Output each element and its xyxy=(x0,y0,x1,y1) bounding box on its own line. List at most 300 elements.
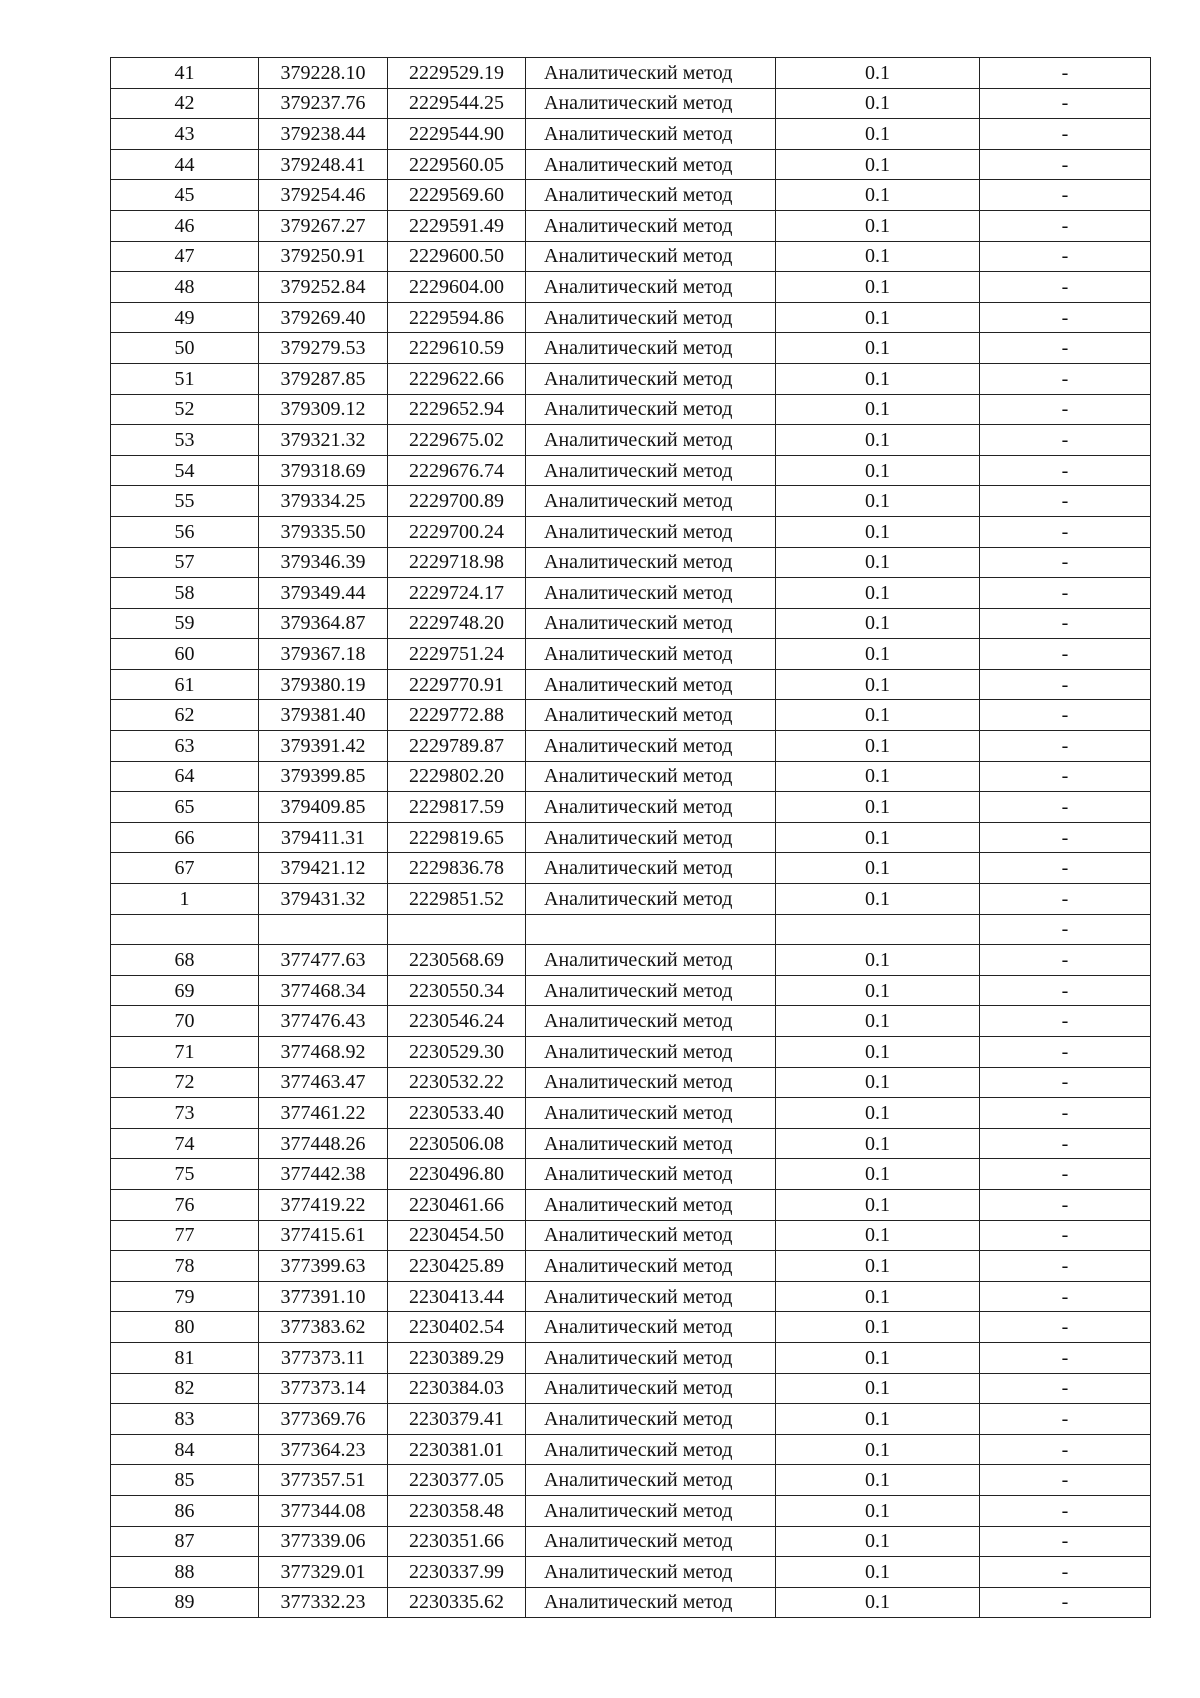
note-cell: - xyxy=(980,1495,1151,1526)
point-number-cell: 56 xyxy=(111,516,259,547)
point-number-cell: 71 xyxy=(111,1037,259,1068)
point-number-cell: 47 xyxy=(111,241,259,272)
accuracy-cell: 0.1 xyxy=(776,394,980,425)
note-cell: - xyxy=(980,1373,1151,1404)
y-coordinate-cell: 2230384.03 xyxy=(388,1373,526,1404)
accuracy-cell: 0.1 xyxy=(776,1557,980,1588)
y-coordinate-cell: 2230454.50 xyxy=(388,1220,526,1251)
y-coordinate-cell: 2230529.30 xyxy=(388,1037,526,1068)
point-number-cell: 62 xyxy=(111,700,259,731)
point-number-cell: 64 xyxy=(111,761,259,792)
point-number-cell: 67 xyxy=(111,853,259,884)
point-number-cell: 70 xyxy=(111,1006,259,1037)
point-number-cell: 41 xyxy=(111,58,259,89)
accuracy-cell: 0.1 xyxy=(776,88,980,119)
point-number-cell: 43 xyxy=(111,119,259,150)
method-cell: Аналитический метод xyxy=(526,333,776,364)
note-cell: - xyxy=(980,88,1151,119)
method-cell: Аналитический метод xyxy=(526,761,776,792)
x-coordinate-cell: 379381.40 xyxy=(259,700,388,731)
table-row xyxy=(111,547,1151,578)
y-coordinate-cell: 2229544.25 xyxy=(388,88,526,119)
y-coordinate-cell: 2229569.60 xyxy=(388,180,526,211)
point-number-cell: 46 xyxy=(111,210,259,241)
accuracy-cell: 0.1 xyxy=(776,180,980,211)
x-coordinate-cell: 377364.23 xyxy=(259,1434,388,1465)
table-row xyxy=(111,241,1151,272)
note-cell: - xyxy=(980,1067,1151,1098)
accuracy-cell: 0.1 xyxy=(776,792,980,823)
table-row xyxy=(111,333,1151,364)
y-coordinate-cell: 2229675.02 xyxy=(388,425,526,456)
method-cell: Аналитический метод xyxy=(526,547,776,578)
point-number-cell: 59 xyxy=(111,608,259,639)
method-cell: Аналитический метод xyxy=(526,425,776,456)
accuracy-cell: 0.1 xyxy=(776,608,980,639)
point-number-cell: 84 xyxy=(111,1434,259,1465)
method-cell: Аналитический метод xyxy=(526,394,776,425)
table-row xyxy=(111,119,1151,150)
method-cell: Аналитический метод xyxy=(526,1067,776,1098)
accuracy-cell: 0.1 xyxy=(776,822,980,853)
table-row xyxy=(111,822,1151,853)
note-cell: - xyxy=(980,792,1151,823)
point-number-cell: 1 xyxy=(111,884,259,915)
accuracy-cell: 0.1 xyxy=(776,669,980,700)
accuracy-cell: 0.1 xyxy=(776,853,980,884)
note-cell: - xyxy=(980,333,1151,364)
method-cell: Аналитический метод xyxy=(526,272,776,303)
point-number-cell: 88 xyxy=(111,1557,259,1588)
x-coordinate-cell: 379411.31 xyxy=(259,822,388,853)
method-cell: Аналитический метод xyxy=(526,180,776,211)
x-coordinate-cell: 379228.10 xyxy=(259,58,388,89)
table-row xyxy=(111,792,1151,823)
y-coordinate-cell: 2229802.20 xyxy=(388,761,526,792)
method-cell: Аналитический метод xyxy=(526,58,776,89)
method-cell: Аналитический метод xyxy=(526,975,776,1006)
note-cell: - xyxy=(980,272,1151,303)
accuracy-cell: 0.1 xyxy=(776,1128,980,1159)
accuracy-cell: 0.1 xyxy=(776,149,980,180)
x-coordinate-cell: 379380.19 xyxy=(259,669,388,700)
x-coordinate-cell: 379254.46 xyxy=(259,180,388,211)
x-coordinate-cell: 377448.26 xyxy=(259,1128,388,1159)
method-cell: Аналитический метод xyxy=(526,119,776,150)
x-coordinate-cell: 377383.62 xyxy=(259,1312,388,1343)
note-cell: - xyxy=(980,1220,1151,1251)
note-cell: - xyxy=(980,241,1151,272)
point-number-cell: 78 xyxy=(111,1251,259,1282)
note-cell: - xyxy=(980,547,1151,578)
y-coordinate-cell: 2229718.98 xyxy=(388,547,526,578)
method-cell: Аналитический метод xyxy=(526,945,776,976)
accuracy-cell: 0.1 xyxy=(776,363,980,394)
accuracy-cell: 0.1 xyxy=(776,241,980,272)
table-row xyxy=(111,1557,1151,1588)
method-cell: Аналитический метод xyxy=(526,1495,776,1526)
point-number-cell: 77 xyxy=(111,1220,259,1251)
x-coordinate-cell: 379250.91 xyxy=(259,241,388,272)
y-coordinate-cell: 2229724.17 xyxy=(388,578,526,609)
table-row xyxy=(111,1373,1151,1404)
accuracy-cell: 0.1 xyxy=(776,1587,980,1618)
point-number-cell: 52 xyxy=(111,394,259,425)
method-cell: Аналитический метод xyxy=(526,516,776,547)
y-coordinate-cell: 2230402.54 xyxy=(388,1312,526,1343)
method-cell: Аналитический метод xyxy=(526,88,776,119)
point-number-cell: 68 xyxy=(111,945,259,976)
accuracy-cell: 0.1 xyxy=(776,1189,980,1220)
table-row xyxy=(111,884,1151,915)
y-coordinate-cell: 2229748.20 xyxy=(388,608,526,639)
note-cell: - xyxy=(980,975,1151,1006)
point-number-cell: 58 xyxy=(111,578,259,609)
y-coordinate-cell xyxy=(388,914,526,945)
accuracy-cell: 0.1 xyxy=(776,333,980,364)
y-coordinate-cell: 2230496.80 xyxy=(388,1159,526,1190)
method-cell: Аналитический метод xyxy=(526,1342,776,1373)
table-row xyxy=(111,1067,1151,1098)
y-coordinate-cell: 2229652.94 xyxy=(388,394,526,425)
note-cell: - xyxy=(980,394,1151,425)
accuracy-cell: 0.1 xyxy=(776,1312,980,1343)
x-coordinate-cell: 379367.18 xyxy=(259,639,388,670)
method-cell: Аналитический метод xyxy=(526,1006,776,1037)
accuracy-cell: 0.1 xyxy=(776,272,980,303)
x-coordinate-cell: 377476.43 xyxy=(259,1006,388,1037)
point-number-cell: 87 xyxy=(111,1526,259,1557)
x-coordinate-cell: 377357.51 xyxy=(259,1465,388,1496)
accuracy-cell: 0.1 xyxy=(776,1251,980,1282)
point-number-cell: 51 xyxy=(111,363,259,394)
accuracy-cell: 0.1 xyxy=(776,1037,980,1068)
table-row xyxy=(111,149,1151,180)
y-coordinate-cell: 2230532.22 xyxy=(388,1067,526,1098)
method-cell xyxy=(526,914,776,945)
method-cell: Аналитический метод xyxy=(526,1434,776,1465)
method-cell: Аналитический метод xyxy=(526,1404,776,1435)
table-body xyxy=(111,58,1151,1618)
x-coordinate-cell: 377468.92 xyxy=(259,1037,388,1068)
x-coordinate-cell: 377399.63 xyxy=(259,1251,388,1282)
note-cell: - xyxy=(980,945,1151,976)
y-coordinate-cell: 2230533.40 xyxy=(388,1098,526,1129)
point-number-cell: 65 xyxy=(111,792,259,823)
table-row xyxy=(111,486,1151,517)
x-coordinate-cell: 379391.42 xyxy=(259,731,388,762)
point-number-cell xyxy=(111,914,259,945)
x-coordinate-cell: 379287.85 xyxy=(259,363,388,394)
note-cell: - xyxy=(980,1098,1151,1129)
accuracy-cell: 0.1 xyxy=(776,1159,980,1190)
note-cell: - xyxy=(980,1281,1151,1312)
x-coordinate-cell: 377477.63 xyxy=(259,945,388,976)
method-cell: Аналитический метод xyxy=(526,455,776,486)
x-coordinate-cell: 379269.40 xyxy=(259,302,388,333)
note-cell: - xyxy=(980,1526,1151,1557)
y-coordinate-cell: 2230546.24 xyxy=(388,1006,526,1037)
table-row xyxy=(111,945,1151,976)
y-coordinate-cell: 2230381.01 xyxy=(388,1434,526,1465)
table-row xyxy=(111,1342,1151,1373)
point-number-cell: 80 xyxy=(111,1312,259,1343)
x-coordinate-cell: 379248.41 xyxy=(259,149,388,180)
note-cell: - xyxy=(980,1312,1151,1343)
table-row xyxy=(111,1495,1151,1526)
note-cell: - xyxy=(980,149,1151,180)
point-number-cell: 42 xyxy=(111,88,259,119)
x-coordinate-cell: 379421.12 xyxy=(259,853,388,884)
accuracy-cell: 0.1 xyxy=(776,1373,980,1404)
note-cell: - xyxy=(980,731,1151,762)
y-coordinate-cell: 2229700.24 xyxy=(388,516,526,547)
accuracy-cell: 0.1 xyxy=(776,1098,980,1129)
note-cell: - xyxy=(980,761,1151,792)
y-coordinate-cell: 2229770.91 xyxy=(388,669,526,700)
table-row xyxy=(111,1128,1151,1159)
method-cell: Аналитический метод xyxy=(526,1373,776,1404)
accuracy-cell: 0.1 xyxy=(776,578,980,609)
method-cell: Аналитический метод xyxy=(526,1220,776,1251)
table-row xyxy=(111,853,1151,884)
point-number-cell: 54 xyxy=(111,455,259,486)
note-cell: - xyxy=(980,210,1151,241)
table-row xyxy=(111,1281,1151,1312)
point-number-cell: 61 xyxy=(111,669,259,700)
x-coordinate-cell: 379431.32 xyxy=(259,884,388,915)
accuracy-cell: 0.1 xyxy=(776,1404,980,1435)
x-coordinate-cell: 377419.22 xyxy=(259,1189,388,1220)
x-coordinate-cell: 377415.61 xyxy=(259,1220,388,1251)
table-row xyxy=(111,1220,1151,1251)
method-cell: Аналитический метод xyxy=(526,822,776,853)
note-cell: - xyxy=(980,486,1151,517)
table-row xyxy=(111,608,1151,639)
y-coordinate-cell: 2230425.89 xyxy=(388,1251,526,1282)
table-row xyxy=(111,394,1151,425)
x-coordinate-cell: 377463.47 xyxy=(259,1067,388,1098)
table-row xyxy=(111,1465,1151,1496)
note-cell: - xyxy=(980,516,1151,547)
y-coordinate-cell: 2229772.88 xyxy=(388,700,526,731)
method-cell: Аналитический метод xyxy=(526,486,776,517)
note-cell: - xyxy=(980,302,1151,333)
table-row xyxy=(111,578,1151,609)
y-coordinate-cell: 2230379.41 xyxy=(388,1404,526,1435)
point-number-cell: 85 xyxy=(111,1465,259,1496)
method-cell: Аналитический метод xyxy=(526,853,776,884)
note-cell: - xyxy=(980,1587,1151,1618)
x-coordinate-cell: 377369.76 xyxy=(259,1404,388,1435)
point-number-cell: 74 xyxy=(111,1128,259,1159)
x-coordinate-cell: 379335.50 xyxy=(259,516,388,547)
note-cell: - xyxy=(980,1159,1151,1190)
note-cell: - xyxy=(980,914,1151,945)
accuracy-cell: 0.1 xyxy=(776,731,980,762)
y-coordinate-cell: 2229591.49 xyxy=(388,210,526,241)
method-cell: Аналитический метод xyxy=(526,700,776,731)
x-coordinate-cell: 377344.08 xyxy=(259,1495,388,1526)
x-coordinate-cell: 377339.06 xyxy=(259,1526,388,1557)
table-row xyxy=(111,1251,1151,1282)
method-cell: Аналитический метод xyxy=(526,210,776,241)
point-number-cell: 57 xyxy=(111,547,259,578)
method-cell: Аналитический метод xyxy=(526,1128,776,1159)
point-number-cell: 81 xyxy=(111,1342,259,1373)
table-row xyxy=(111,363,1151,394)
method-cell: Аналитический метод xyxy=(526,1037,776,1068)
x-coordinate-cell: 379399.85 xyxy=(259,761,388,792)
table-row xyxy=(111,180,1151,211)
y-coordinate-cell: 2230550.34 xyxy=(388,975,526,1006)
y-coordinate-cell: 2229560.05 xyxy=(388,149,526,180)
note-cell: - xyxy=(980,608,1151,639)
table-row xyxy=(111,731,1151,762)
y-coordinate-cell: 2230389.29 xyxy=(388,1342,526,1373)
table-row xyxy=(111,761,1151,792)
point-number-cell: 53 xyxy=(111,425,259,456)
note-cell: - xyxy=(980,669,1151,700)
x-coordinate-cell: 379318.69 xyxy=(259,455,388,486)
accuracy-cell xyxy=(776,914,980,945)
table-row xyxy=(111,669,1151,700)
x-coordinate-cell: 379346.39 xyxy=(259,547,388,578)
note-cell: - xyxy=(980,1189,1151,1220)
accuracy-cell: 0.1 xyxy=(776,700,980,731)
accuracy-cell: 0.1 xyxy=(776,119,980,150)
table-row xyxy=(111,1098,1151,1129)
y-coordinate-cell: 2229819.65 xyxy=(388,822,526,853)
point-number-cell: 72 xyxy=(111,1067,259,1098)
accuracy-cell: 0.1 xyxy=(776,1281,980,1312)
table-row xyxy=(111,1189,1151,1220)
y-coordinate-cell: 2230337.99 xyxy=(388,1557,526,1588)
y-coordinate-cell: 2229604.00 xyxy=(388,272,526,303)
y-coordinate-cell: 2230377.05 xyxy=(388,1465,526,1496)
accuracy-cell: 0.1 xyxy=(776,639,980,670)
x-coordinate-cell: 377442.38 xyxy=(259,1159,388,1190)
x-coordinate-cell: 377461.22 xyxy=(259,1098,388,1129)
point-number-cell: 50 xyxy=(111,333,259,364)
y-coordinate-cell: 2229610.59 xyxy=(388,333,526,364)
note-cell: - xyxy=(980,455,1151,486)
table-row xyxy=(111,975,1151,1006)
accuracy-cell: 0.1 xyxy=(776,945,980,976)
coordinates-table xyxy=(110,57,1151,1618)
table-row xyxy=(111,1037,1151,1068)
point-number-cell: 48 xyxy=(111,272,259,303)
accuracy-cell: 0.1 xyxy=(776,884,980,915)
note-cell: - xyxy=(980,363,1151,394)
method-cell: Аналитический метод xyxy=(526,1098,776,1129)
x-coordinate-cell: 379267.27 xyxy=(259,210,388,241)
note-cell: - xyxy=(980,180,1151,211)
y-coordinate-cell: 2229817.59 xyxy=(388,792,526,823)
accuracy-cell: 0.1 xyxy=(776,1495,980,1526)
table-row xyxy=(111,1312,1151,1343)
y-coordinate-cell: 2230413.44 xyxy=(388,1281,526,1312)
method-cell: Аналитический метод xyxy=(526,241,776,272)
y-coordinate-cell: 2230461.66 xyxy=(388,1189,526,1220)
x-coordinate-cell: 377373.11 xyxy=(259,1342,388,1373)
note-cell: - xyxy=(980,1404,1151,1435)
method-cell: Аналитический метод xyxy=(526,669,776,700)
x-coordinate-cell: 379349.44 xyxy=(259,578,388,609)
accuracy-cell: 0.1 xyxy=(776,761,980,792)
accuracy-cell: 0.1 xyxy=(776,58,980,89)
y-coordinate-cell: 2229789.87 xyxy=(388,731,526,762)
table-row xyxy=(111,272,1151,303)
note-cell: - xyxy=(980,853,1151,884)
point-number-cell: 76 xyxy=(111,1189,259,1220)
method-cell: Аналитический метод xyxy=(526,1312,776,1343)
y-coordinate-cell: 2229676.74 xyxy=(388,455,526,486)
note-cell: - xyxy=(980,1037,1151,1068)
method-cell: Аналитический метод xyxy=(526,1587,776,1618)
x-coordinate-cell: 377468.34 xyxy=(259,975,388,1006)
note-cell: - xyxy=(980,1128,1151,1159)
accuracy-cell: 0.1 xyxy=(776,1465,980,1496)
note-cell: - xyxy=(980,1251,1151,1282)
method-cell: Аналитический метод xyxy=(526,1465,776,1496)
y-coordinate-cell: 2230358.48 xyxy=(388,1495,526,1526)
x-coordinate-cell xyxy=(259,914,388,945)
x-coordinate-cell: 379309.12 xyxy=(259,394,388,425)
point-number-cell: 66 xyxy=(111,822,259,853)
x-coordinate-cell: 379252.84 xyxy=(259,272,388,303)
method-cell: Аналитический метод xyxy=(526,1251,776,1282)
x-coordinate-cell: 379238.44 xyxy=(259,119,388,150)
y-coordinate-cell: 2229544.90 xyxy=(388,119,526,150)
accuracy-cell: 0.1 xyxy=(776,1526,980,1557)
table-row xyxy=(111,210,1151,241)
accuracy-cell: 0.1 xyxy=(776,210,980,241)
method-cell: Аналитический метод xyxy=(526,884,776,915)
point-number-cell: 44 xyxy=(111,149,259,180)
y-coordinate-cell: 2230506.08 xyxy=(388,1128,526,1159)
point-number-cell: 63 xyxy=(111,731,259,762)
table-row xyxy=(111,455,1151,486)
y-coordinate-cell: 2229851.52 xyxy=(388,884,526,915)
table-row xyxy=(111,516,1151,547)
accuracy-cell: 0.1 xyxy=(776,975,980,1006)
table-row xyxy=(111,1434,1151,1465)
point-number-cell: 55 xyxy=(111,486,259,517)
x-coordinate-cell: 377329.01 xyxy=(259,1557,388,1588)
y-coordinate-cell: 2229600.50 xyxy=(388,241,526,272)
note-cell: - xyxy=(980,1465,1151,1496)
table-row xyxy=(111,1404,1151,1435)
y-coordinate-cell: 2230568.69 xyxy=(388,945,526,976)
y-coordinate-cell: 2229622.66 xyxy=(388,363,526,394)
note-cell: - xyxy=(980,884,1151,915)
method-cell: Аналитический метод xyxy=(526,363,776,394)
accuracy-cell: 0.1 xyxy=(776,1434,980,1465)
x-coordinate-cell: 379237.76 xyxy=(259,88,388,119)
note-cell: - xyxy=(980,58,1151,89)
method-cell: Аналитический метод xyxy=(526,639,776,670)
accuracy-cell: 0.1 xyxy=(776,486,980,517)
x-coordinate-cell: 377391.10 xyxy=(259,1281,388,1312)
x-coordinate-cell: 379409.85 xyxy=(259,792,388,823)
note-cell: - xyxy=(980,578,1151,609)
x-coordinate-cell: 379334.25 xyxy=(259,486,388,517)
method-cell: Аналитический метод xyxy=(526,1189,776,1220)
note-cell: - xyxy=(980,700,1151,731)
note-cell: - xyxy=(980,639,1151,670)
table-row xyxy=(111,1159,1151,1190)
